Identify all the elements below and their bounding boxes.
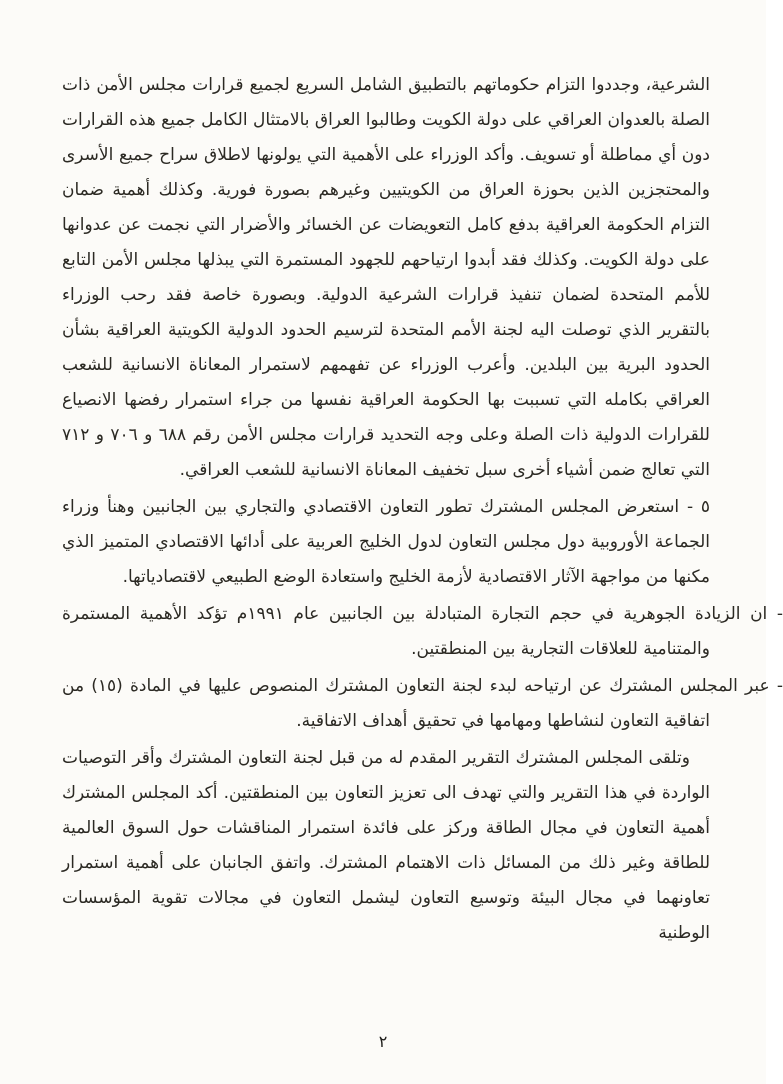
dash-subitem-1-text: ان الزيادة الجوهرية في حجم التجارة المتبادلة بين الجانبين عام ١٩٩١م تؤكد الأهمية المستمرة والمتنامية للعلاقات التجارية بين المنطقتين.	[62, 604, 768, 659]
item-5-text: استعرض المجلس المشترك تطور التعاون الاقتصادي والتجاري بين الجانبين وهنأ وزراء الجماعة الأوروبية دول مجلس التعاون لدول الخليج العربية على أدائها الاقتصادي المتميز الذي مكنها من مواجهة الآثار الاقتصادية لأزمة الخليج واستعادة الوضع الطبيعي لاقتصادياتها.	[62, 497, 710, 587]
page-number: ٢	[378, 1032, 388, 1051]
dash-marker-1: -	[767, 604, 783, 624]
dash-subitem-2-text: عبر المجلس المشترك عن ارتياحه لبدء لجنة التعاون المشترك المنصوص عليها في المادة (١٥) من اتفاقية التعاون لنشاطها ومهامها في تحقيق أهداف الاتفاقية.	[62, 676, 770, 731]
paragraph-report-energy-environment: وتلقى المجلس المشترك التقرير المقدم له من قبل لجنة التعاون المشترك وأقر التوصيات الواردة في هذا التقرير والتي تهدف الى تعزيز التعاون بين المنطقتين. أكد المجلس المشترك أهمية التعاون في مجال الطاقة وركز على فائدة استمرار المناقشات حول السوق العالمية للطاقة وغير ذلك من المسائل ذات الاهتمام المشترك. واتفق الجانبان على أهمية استمرار تعاونهما في مجال البيئة وتوسيع التعاون ليشمل التعاون في مجالات تقوية المؤسسات الوطنية	[62, 748, 710, 943]
item-5-number-marker: ٥ -	[679, 497, 710, 517]
paragraph-resolutions-continuation: الشرعية، وجددوا التزام حكوماتهم بالتطبيق الشامل السريع لجميع قرارات مجلس الأمن ذات الصلة بالعدوان العراقي على دولة الكويت وطالبوا العراق بالامتثال الكامل جميع هذه القرارات دون أي مماطلة أو تسويف. وأكد الوزراء على الأهمية التي يولونها لاطلاق سراح جميع الأسرى والمحتجزين الذين بحوزة العراق من الكويتيين وغيرهم بصورة فورية. وكذلك أهمية ضمان التزام الحكومة العراقية بدفع كامل التعويضات عن الخسائر والأضرار التي نجمت عن عدوانها على دولة الكويت. وكذلك فقد أبدوا ارتياحهم للجهود المستمرة التي يبذلها مجلس الأمن التابع للأمم المتحدة لضمان تنفيذ قرارات الشرعية الدولية. وبصورة خاصة فقد رحب الوزراء بالتقرير الذي توصلت اليه لجنة الأمم المتحدة لترسيم الحدود الدولية الكويتية العراقية بشأن الحدود البرية بين البلدين. وأعرب الوزراء عن تفهمهم لاستمرار المعاناة الانسانية للشعب العراقي بكامله التي تسببت بها الحكومة العراقية نفسها من جراء استمرار رفضها الانصياع للقرارات الدولية ذات الصلة وعلى وجه التحديد قرارات مجلس الأمن رقم ٦٨٨ و ٧٠٦ و ٧١٢ التي تعالج ضمن أشياء أخرى سبل تخفيف المعاناة الانسانية للشعب العراقي.	[62, 75, 710, 480]
dash-subitem-trade-increase	[62, 597, 783, 667]
dash-marker-2: -	[769, 676, 783, 696]
numbered-item-5	[62, 490, 710, 595]
dash-subitem-cooperation-committee	[62, 669, 783, 739]
text-column	[62, 68, 783, 953]
